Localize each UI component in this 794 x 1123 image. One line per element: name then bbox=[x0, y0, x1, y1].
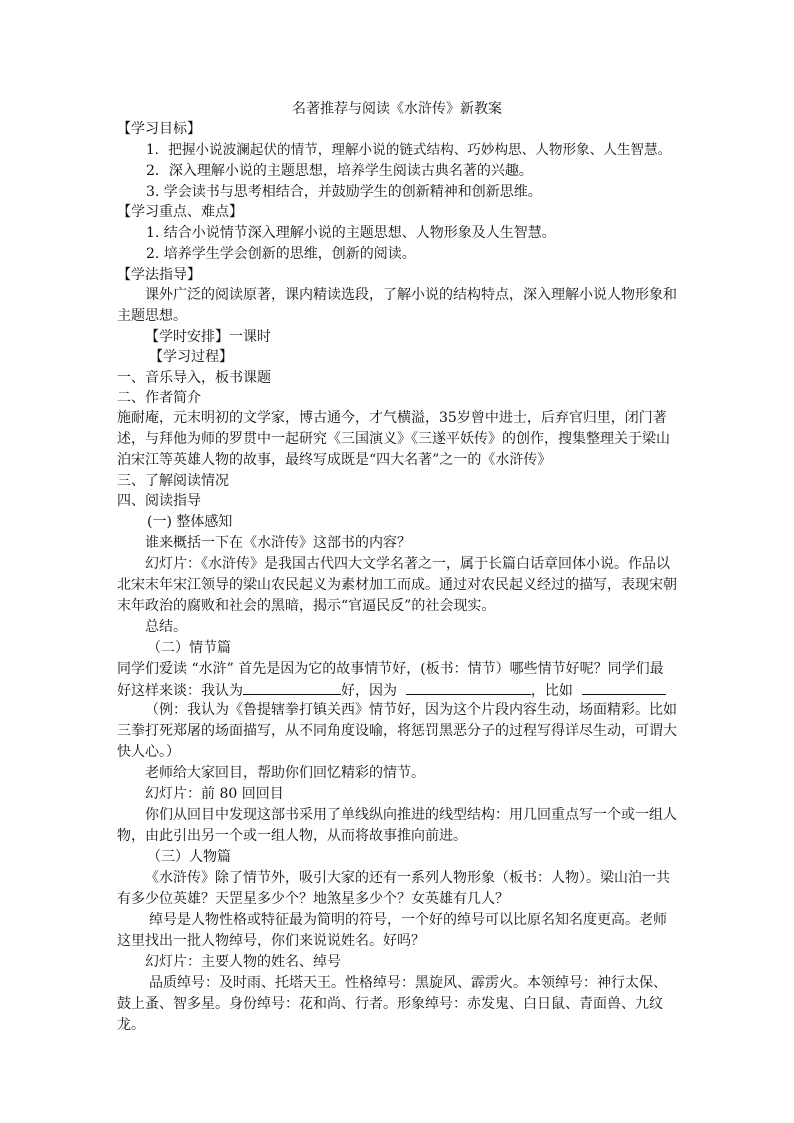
step-heading-3: 三、了解阅读情况 bbox=[117, 473, 229, 489]
part-heading-overview: (一) 整体感知 bbox=[147, 514, 233, 530]
plot-example-paragraph: （例：我认为《鲁提辖拳打镇关西》情节好，因为这个片段内容生动，场面精彩。比如三拳打死郑屠的场面描写，从不同角度设喻，将惩罚黑恶分子的过程写得详尽生动，可谓大快人心。） bbox=[117, 702, 677, 760]
plot-question-line-2 bbox=[117, 680, 679, 701]
nickname-paragraph: 绰号是人物性格或特征最为简明的符号，一个好的绰号可以比原名知名度更高。老师这里找出一批人物绰号，你们来说说姓名。好吗？ bbox=[117, 912, 667, 949]
document-title: 名著推荐与阅读《水浒传》新教案 bbox=[292, 101, 502, 117]
plot-prompt-a: 好这样来谈：我认为 bbox=[117, 683, 243, 699]
plot-prompt-b: 好，因为 bbox=[341, 683, 397, 699]
part-heading-characters: （三）人物篇 bbox=[147, 849, 231, 865]
nickname-list-paragraph: 品质绰号：及时雨、托塔天王。性格绰号：黑旋风、霹雳火。本领绰号：神行太保、鼓上蚤、智多星。身份绰号：花和尚、行者。形象绰号：赤发鬼、白日鼠、青面兽、九纹龙。 bbox=[117, 975, 667, 1033]
slide-3-line: 幻灯片：主要人物的姓名、绰号 bbox=[145, 954, 341, 970]
goal-item-3: 3. 学会读书与思考相结合，并鼓励学生的创新精神和创新思维。 bbox=[146, 184, 542, 200]
author-paragraph: 施耐庵，元末明初的文学家，博古通今，才气横溢，35岁曾中进士，后弃官归里，闭门著述，与拜他为师的罗贯中一起研究《三国演义》《三遂平妖传》的创作，搜集整理关于梁山泊宋江等英雄人物的故事，最终写成既是“四大名著”之一的《水浒传》 bbox=[117, 410, 670, 468]
step-heading-4: 四、阅读指导 bbox=[117, 493, 201, 509]
characters-paragraph: 《水浒传》除了情节外，吸引大家的还有一系列人物形象（板书：人物）。梁山泊一共有多少位英雄？天罡星多少个？地煞星多少个？女英雄有几人？ bbox=[117, 870, 670, 907]
goal-item-2: 2．深入理解小说的主题思想，培养学生阅读古典名著的兴趣。 bbox=[146, 163, 533, 179]
goal-item-1: 1．把握小说波澜起伏的情节，理解小说的链式结构、巧妙构思、人物形象、人生智慧。 bbox=[146, 142, 672, 158]
teacher-recall: 老师给大家回目，帮助你们回忆精彩的情节。 bbox=[145, 765, 425, 781]
slide-1-paragraph: 幻灯片：《水浒传》是我国古代四大文学名著之一，属于长篇白话章回体小说。作品以北宋末年宋江领导的梁山农民起义为素材加工而成。通过对农民起义经过的描写，表现宋朝末年政治的腐败和社会的黑暗，揭示“官逼民反”的社会现实。 bbox=[117, 556, 677, 614]
key-point-2: 2. 培养学生学会创新的思维，创新的阅读。 bbox=[146, 246, 416, 262]
plot-prompt-c: ，比如 bbox=[530, 683, 573, 699]
plot-question-line-1: 同学们爱读 “水浒” 首先是因为它的故事情节好，(板书：情节）哪些情节好呢？同学们最 bbox=[117, 661, 664, 677]
structure-paragraph: 你们从回目中发现这部书采用了单线纵向推进的线型结构：用几回重点写一个或一组人物，由此引出另一个或一组人物，从而将故事推向前进。 bbox=[117, 807, 677, 844]
slide-2-line: 幻灯片：前 80 回回目 bbox=[145, 786, 284, 802]
method-paragraph: 课外广泛的阅读原著，课内精读选段，了解小说的结构特点，深入理解小说人物形象和主题思想。 bbox=[117, 287, 677, 324]
step-heading-1: 一、音乐导入，板书课题 bbox=[117, 370, 271, 386]
key-point-1: 1. 结合小说情节深入理解小说的主题思想、人物形象及人生智慧。 bbox=[146, 225, 556, 241]
time-plan: 【学时安排】一课时 bbox=[145, 329, 271, 345]
part-heading-plot: （二）情节篇 bbox=[147, 640, 231, 656]
summary-note: 总结。 bbox=[145, 619, 187, 635]
section-heading-method: 【学法指导】 bbox=[117, 267, 201, 283]
fill-blank-3[interactable] bbox=[582, 680, 666, 695]
fill-blank-1[interactable] bbox=[243, 680, 341, 695]
section-heading-process: 【学习过程】 bbox=[149, 349, 233, 365]
step-heading-2: 二、作者简介 bbox=[117, 390, 201, 406]
section-heading-goals: 【学习目标】 bbox=[117, 121, 201, 137]
summary-question: 谁来概括一下在《水浒传》这部书的内容？ bbox=[145, 535, 411, 551]
fill-blank-2[interactable] bbox=[406, 680, 531, 695]
section-heading-key-points: 【学习重点、难点】 bbox=[117, 204, 243, 220]
